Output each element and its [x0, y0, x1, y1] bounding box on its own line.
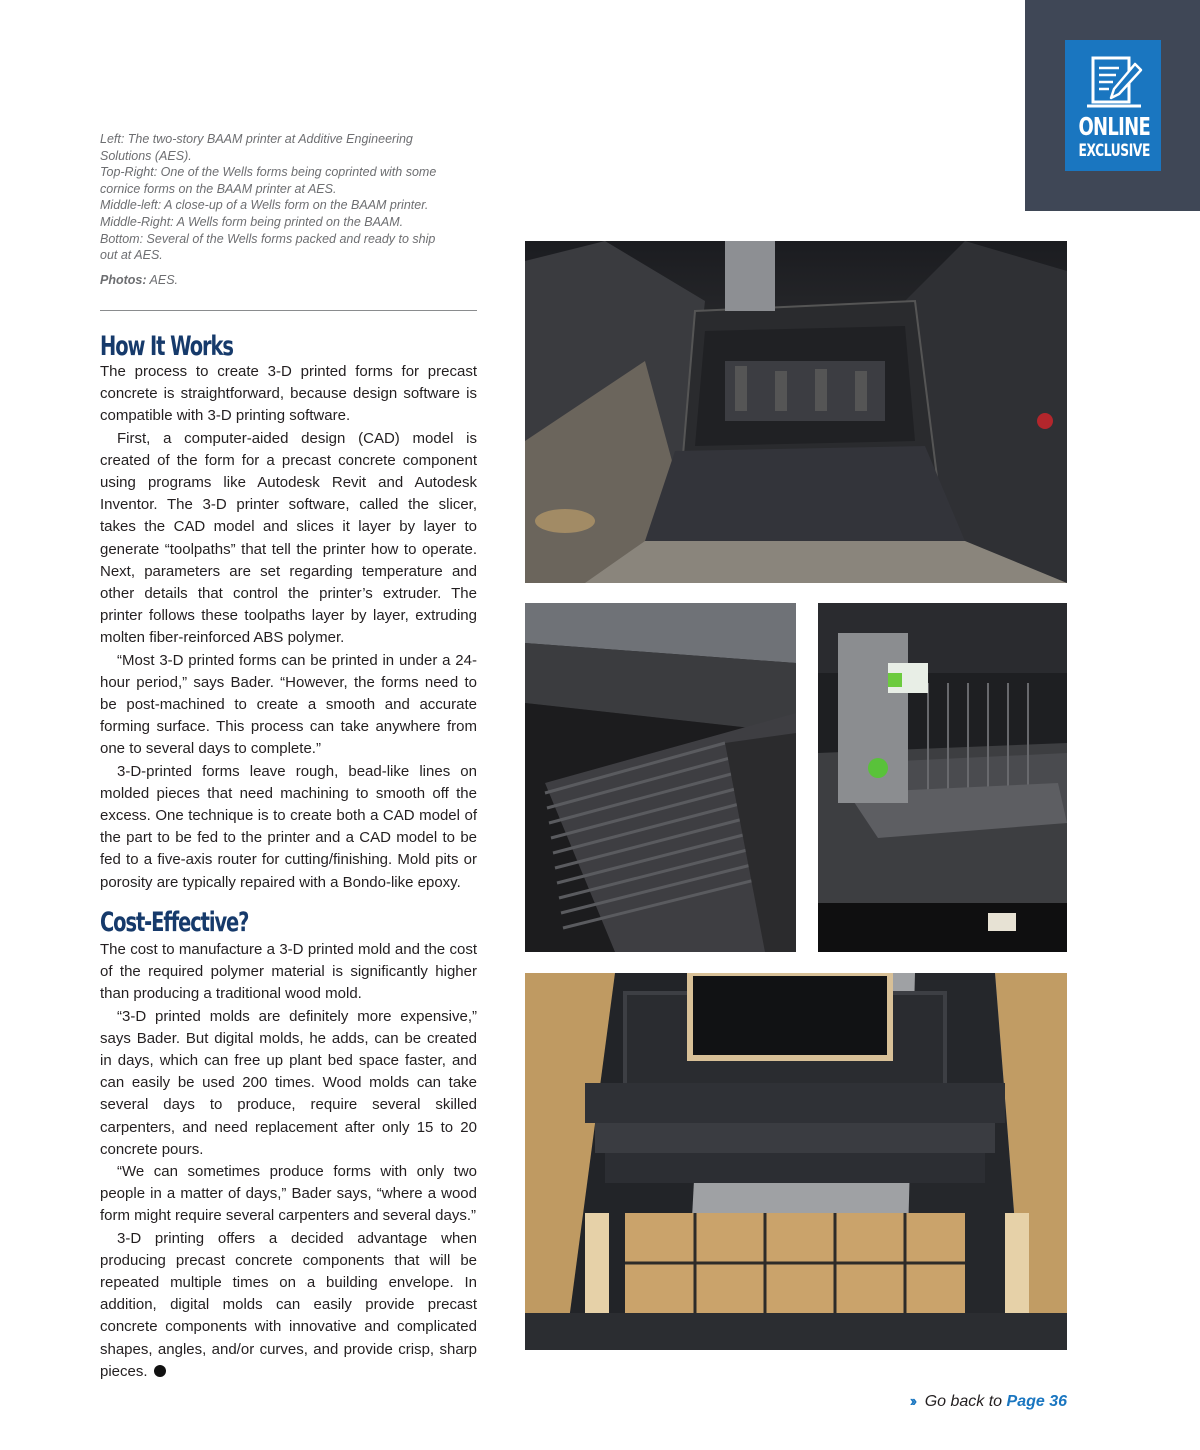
photo-form-close-up: [525, 603, 796, 952]
paragraph-final-text: 3-D printing offers a decided advantage when producing precast concrete components that will be repeated multiple times on a building envelope. In addition, digital molds can easily provide precast concrete components with innovative and complicated shapes, angles, and/or curves, and provide crisp, sharp pieces.: [100, 1229, 477, 1380]
caption-line: cornice forms on the BAAM printer at AES.: [100, 181, 337, 196]
paragraph: First, a computer-aided design (CAD) model is created of the form for a precast concrete component using programs like Autodesk Revit and Autodesk Inventor. The 3-D printer software, called the slicer, takes the CAD model and slices it layer by layer to generate “toolpaths” that tell the printer how to operate. Next, parameters are set regarding temperature and other details that control the printer’s extruder. The printer follows these toolpaths layer by layer, extruding molten fiber-reinforced ABS polymer.: [100, 429, 477, 647]
paragraph: “We can sometimes produce forms with only two people in a matter of days,” Bader says, “where a wood form might require several carpenters and several days.”: [100, 1163, 477, 1225]
paragraph: “3-D printed molds are definitely more expensive,” says Bader. But digital molds, he adds, can be created in days, which can free up plant bed space faster, and can easily be used 200 times. Wood molds can take several days to produce, require several skilled carpenters, and need replacement after only 15 to 20 concrete pours.: [100, 1007, 477, 1158]
double-chevron-right-icon: ››: [909, 1393, 915, 1410]
caption-divider: [100, 310, 477, 311]
photo-baam-printer-bed: [525, 241, 1067, 583]
caption-line: Middle-Right: A Wells form being printed on the BAAM.: [100, 214, 404, 229]
photo-forms-packed: [525, 973, 1067, 1350]
photo-credit-value: AES.: [149, 273, 179, 287]
online-exclusive-badge: [1065, 40, 1161, 171]
go-back-link[interactable]: [900, 1393, 1067, 1411]
photo-credit: [100, 273, 178, 287]
end-mark-icon: [154, 1365, 166, 1377]
photo-credit-label: Photos:: [100, 273, 147, 287]
section-cost-effective-body: [100, 939, 477, 1383]
photo-caption: [100, 131, 485, 264]
heading-cost-effective: Cost-Effective?: [100, 907, 249, 938]
badge-title-online: ONLINE: [1078, 112, 1151, 141]
document-pencil-icon: [1083, 52, 1145, 114]
photo-form-printing: [818, 603, 1067, 952]
go-back-page[interactable]: Page 36: [1006, 1393, 1067, 1410]
online-exclusive-panel: [1025, 0, 1200, 211]
paragraph: 3-D-printed forms leave rough, bead-like lines on molded pieces that need machining to smooth off the excess. One technique is to create both a CAD model of the part to be fed to the printer and a CAD model to be fed to a five-axis router for cutting/finishing. Mold pits or porosity are typically repaired with a Bondo-like epoxy.: [100, 762, 477, 891]
paragraph: The cost to manufacture a 3-D printed mold and the cost of the required polymer material is significantly higher than producing a traditional wood mold.: [100, 941, 477, 1003]
caption-line: Middle-left: A close-up of a Wells form on the BAAM printer.: [100, 198, 429, 213]
caption-line: Bottom: Several of the Wells forms packed and ready to ship: [100, 231, 436, 246]
paragraph: “Most 3-D printed forms can be printed in under a 24-hour period,” says Bader. “However, the forms need to be post-machined to create a smooth and accurate forming surface. This process can take anywhere from one to several days to complete.”: [100, 651, 477, 758]
caption-line: Solutions (AES).: [100, 148, 192, 163]
paragraph: The process to create 3-D printed forms for precast concrete is straightforward, because design software is compatible with 3-D printing software.: [100, 363, 477, 425]
badge-title-exclusive: EXCLUSIVE: [1078, 141, 1151, 161]
heading-how-it-works: How It Works: [100, 331, 233, 362]
caption-line: out at AES.: [100, 248, 163, 263]
paragraph-final: [100, 1228, 477, 1383]
section-how-it-works-body: [100, 361, 477, 894]
caption-line: Left: The two-story BAAM printer at Additive Engineering: [100, 132, 413, 146]
go-back-prefix: Go back to: [924, 1393, 1003, 1410]
caption-line: Top-Right: One of the Wells forms being coprinted with some: [100, 165, 437, 180]
